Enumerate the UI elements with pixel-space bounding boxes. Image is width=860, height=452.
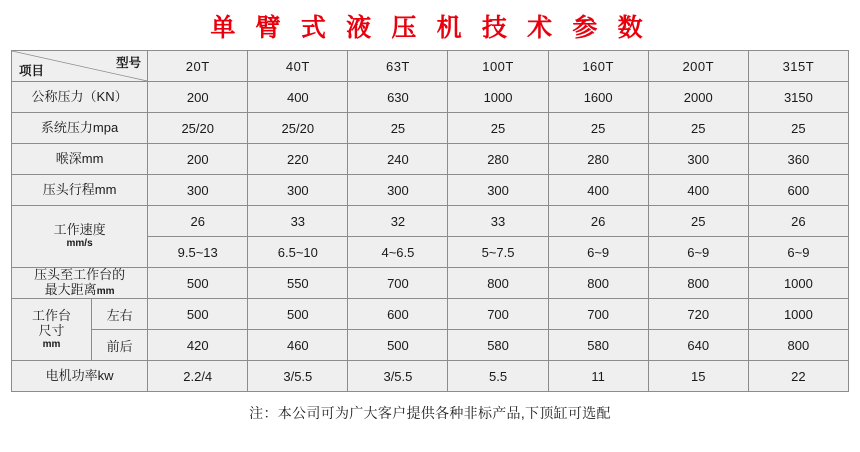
- table-cell: 700: [448, 299, 548, 330]
- table-cell: 300: [348, 175, 448, 206]
- table-cell: 600: [348, 299, 448, 330]
- table-cell: 22: [748, 361, 848, 392]
- maxdist-line2: 最大距离mm: [44, 282, 115, 297]
- table-cell: 1000: [748, 268, 848, 299]
- table-cell: 300: [648, 144, 748, 175]
- table-row: [12, 361, 849, 392]
- table-cell: 800: [748, 330, 848, 361]
- table-cell: 1600: [548, 82, 648, 113]
- table-cell: 33: [248, 206, 348, 237]
- table-cell: 25: [648, 113, 748, 144]
- table-row: [12, 299, 849, 330]
- table-cell: 580: [448, 330, 548, 361]
- table-cell: 500: [348, 330, 448, 361]
- column-header: 63T: [348, 51, 448, 82]
- table-cell: 25: [748, 113, 848, 144]
- maxdist-unit: mm: [96, 286, 115, 297]
- table-cell: 26: [148, 206, 248, 237]
- table-cell: 6~9: [748, 237, 848, 268]
- corner-cell: [12, 51, 148, 82]
- table-row: [12, 206, 849, 237]
- table-cell: 640: [648, 330, 748, 361]
- column-header: 100T: [448, 51, 548, 82]
- table-cell: 9.5~13: [148, 237, 248, 268]
- worktable-line1: 工作台: [32, 307, 72, 323]
- table-cell: 2.2/4: [148, 361, 248, 392]
- column-header: 160T: [548, 51, 648, 82]
- table-row: [12, 82, 849, 113]
- corner-item-label: 项目: [19, 64, 45, 78]
- table-cell: 6~9: [648, 237, 748, 268]
- table-cell: 1000: [748, 299, 848, 330]
- footnote: 注：本公司可为广大客户提供各种非标产品,下顶缸可选配: [249, 405, 611, 421]
- column-header: 20T: [148, 51, 248, 82]
- table-cell: 460: [248, 330, 348, 361]
- table-cell: 500: [248, 299, 348, 330]
- table-cell: 240: [348, 144, 448, 175]
- table-cell: 25/20: [148, 113, 248, 144]
- column-header: 200T: [648, 51, 748, 82]
- table-cell: 4~6.5: [348, 237, 448, 268]
- table-header-row: [12, 51, 849, 82]
- row-label: 系统压力mpa: [12, 113, 148, 144]
- table-cell: 300: [448, 175, 548, 206]
- table-cell: 400: [248, 82, 348, 113]
- table-cell: 2000: [648, 82, 748, 113]
- row-label-max-distance: [12, 268, 148, 299]
- table-row: [12, 330, 849, 361]
- table-cell: 630: [348, 82, 448, 113]
- table-cell: 580: [548, 330, 648, 361]
- table-cell: 3150: [748, 82, 848, 113]
- table-cell: 25/20: [248, 113, 348, 144]
- table-cell: 500: [148, 268, 248, 299]
- table-row: [12, 175, 849, 206]
- table-cell: 800: [548, 268, 648, 299]
- table-cell: 220: [248, 144, 348, 175]
- table-cell: 32: [348, 206, 448, 237]
- table-cell: 3/5.5: [248, 361, 348, 392]
- table-cell: 420: [148, 330, 248, 361]
- table-cell: 360: [748, 144, 848, 175]
- row-label: 电机功率kw: [12, 361, 148, 392]
- speed-unit: mm/s: [66, 238, 93, 250]
- column-header: 315T: [748, 51, 848, 82]
- table-cell: 200: [148, 82, 248, 113]
- table-cell: 280: [448, 144, 548, 175]
- worktable-unit: mm: [42, 338, 61, 350]
- table-cell: 400: [648, 175, 748, 206]
- row-label-worktable-size: [12, 299, 92, 361]
- table-cell: 15: [648, 361, 748, 392]
- table-cell: 300: [248, 175, 348, 206]
- table-cell: 26: [548, 206, 648, 237]
- row-label: 压头行程mm: [12, 175, 148, 206]
- row-label: 公称压力（KN）: [12, 82, 148, 113]
- table-cell: 25: [448, 113, 548, 144]
- table-cell: 3/5.5: [348, 361, 448, 392]
- table-cell: 550: [248, 268, 348, 299]
- table-cell: 26: [748, 206, 848, 237]
- table-cell: 33: [448, 206, 548, 237]
- table-cell: 11: [548, 361, 648, 392]
- table-cell: 500: [148, 299, 248, 330]
- table-row: [12, 144, 849, 175]
- table-cell: 5.5: [448, 361, 548, 392]
- table-cell: 25: [348, 113, 448, 144]
- table-cell: 5~7.5: [448, 237, 548, 268]
- table-cell: 1000: [448, 82, 548, 113]
- speed-label: 工作速度: [53, 222, 106, 238]
- row-sublabel: 前后: [92, 330, 148, 361]
- table-cell: 800: [648, 268, 748, 299]
- worktable-line2: 尺寸: [38, 322, 65, 338]
- table-cell: 300: [148, 175, 248, 206]
- table-cell: 25: [648, 206, 748, 237]
- table-row: [12, 113, 849, 144]
- table-cell: 700: [548, 299, 648, 330]
- table-cell: 25: [548, 113, 648, 144]
- table-cell: 600: [748, 175, 848, 206]
- table-cell: 700: [348, 268, 448, 299]
- table-cell: 720: [648, 299, 748, 330]
- table-cell: 800: [448, 268, 548, 299]
- page-title: 单 臂 式 液 压 机 技 术 参 数: [210, 15, 650, 42]
- spec-table: [11, 50, 849, 392]
- table-cell: 400: [548, 175, 648, 206]
- row-label: 喉深mm: [12, 144, 148, 175]
- table-row: [12, 268, 849, 299]
- row-sublabel: 左右: [92, 299, 148, 330]
- table-cell: 200: [148, 144, 248, 175]
- maxdist-line1: 压头至工作台的: [34, 267, 126, 283]
- table-cell: 280: [548, 144, 648, 175]
- corner-model-label: 型号: [116, 56, 142, 70]
- column-header: 40T: [248, 51, 348, 82]
- row-label-worktable-speed: [12, 206, 148, 268]
- table-cell: 6~9: [548, 237, 648, 268]
- table-cell: 6.5~10: [248, 237, 348, 268]
